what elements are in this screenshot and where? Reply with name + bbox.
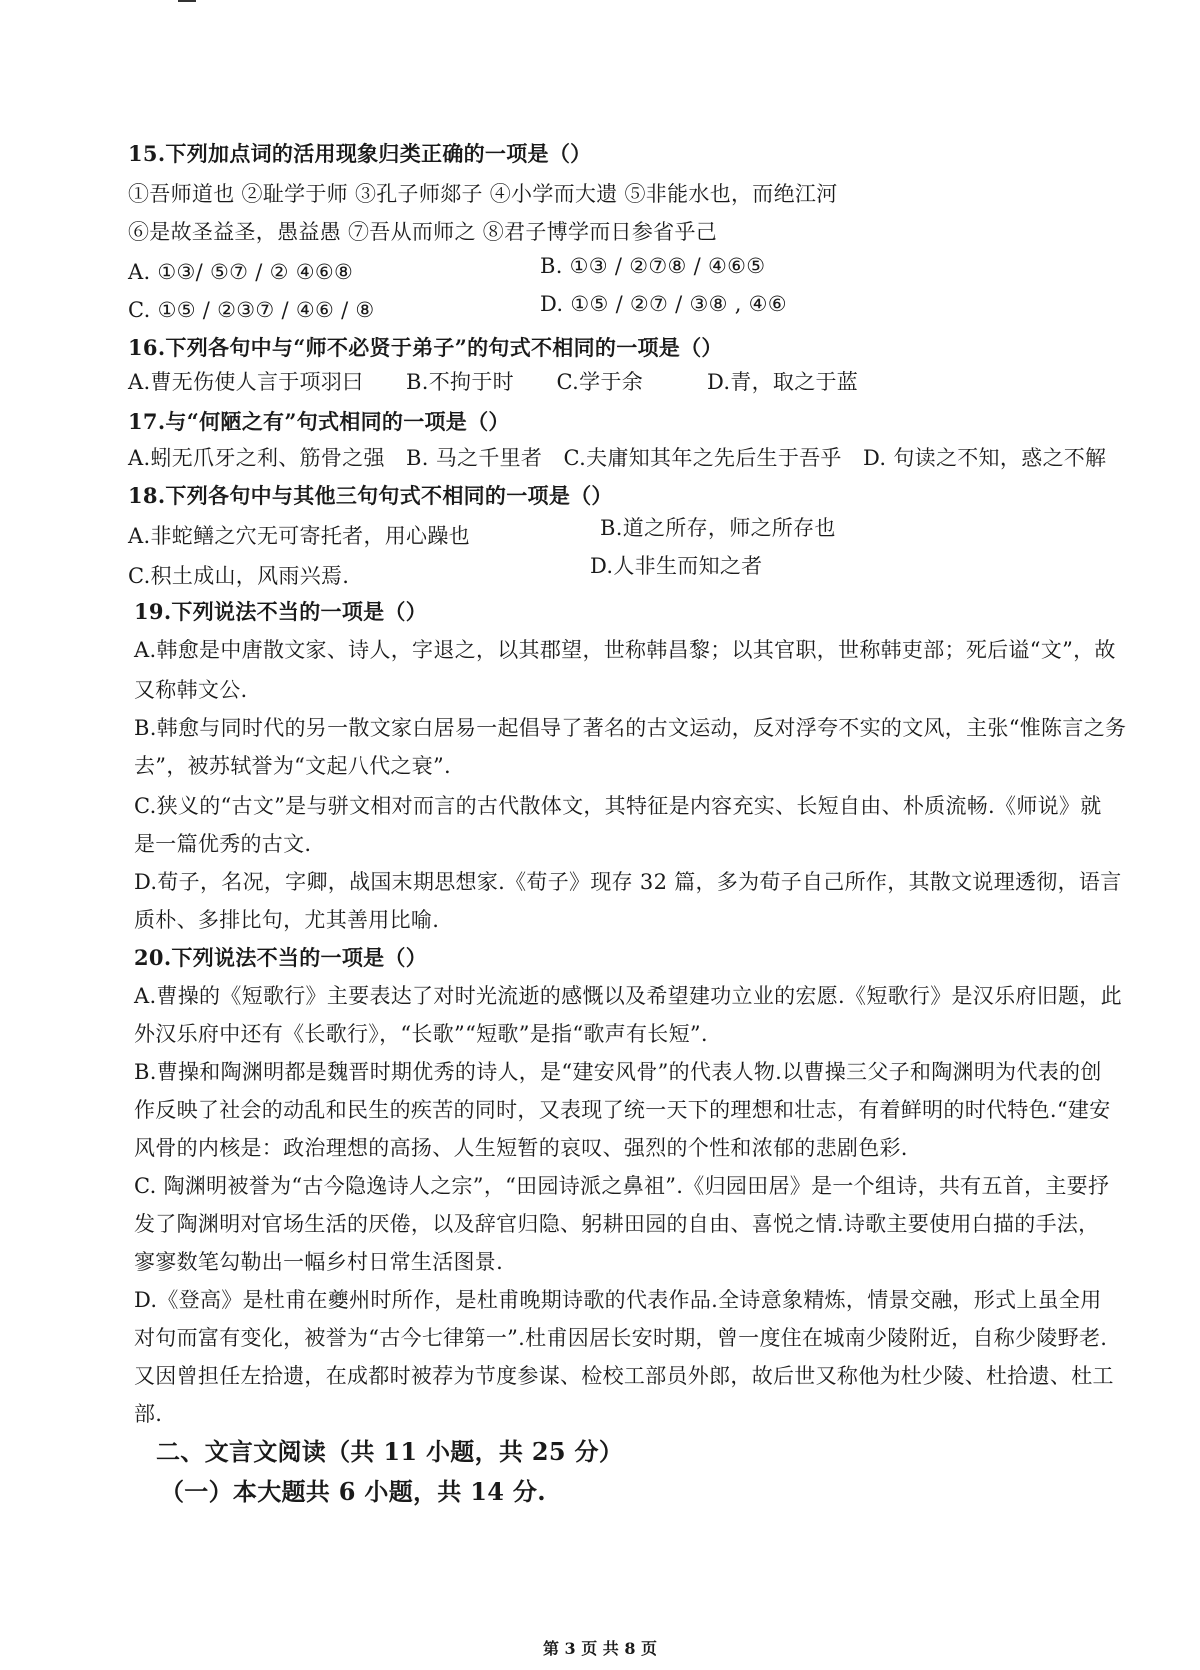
q17-stem: 17.与“何陋之有”句式相同的一项是（） <box>128 409 510 434</box>
q20-option-d-line4: 部. <box>134 1402 163 1426</box>
q17-options: A.蚓无爪牙之利、筋骨之强 B. 马之千里者 C.夫庸知其年之先后生于吾乎 D. 句读之不知，惑之不解 <box>128 446 1107 470</box>
q18-option-b: B.道之所存，师之所存也 <box>600 516 836 540</box>
section-subtitle: （一）本大题共 6 小题，共 14 分. <box>160 1477 546 1506</box>
q15-option-d: D. ①⑤ / ②⑦ / ③⑧ , ④⑥ <box>540 292 787 316</box>
q20-stem: 20.下列说法不当的一项是（） <box>134 945 428 970</box>
q16-stem: 16.下列各句中与“师不必贤于弟子”的句式不相同的一项是（） <box>128 335 723 360</box>
q19-option-a-line2: 又称韩文公. <box>134 678 248 702</box>
q15-stem: 15.下列加点词的活用现象归类正确的一项是（） <box>128 141 592 166</box>
q15-option-a: A. ①③/ ⑤⑦ / ② ④⑥⑧ <box>128 260 354 284</box>
q20-option-c-line2: 发了陶渊明对官场生活的厌倦，以及辞官归隐、躬耕田园的自由、喜悦之情.诗歌主要使用白描的手法， <box>134 1212 1100 1236</box>
q18-option-c: C.积土成山，风雨兴焉. <box>128 564 350 588</box>
q18-stem: 18.下列各句中与其他三句句式不相同的一项是（） <box>128 483 613 508</box>
q20-option-b-line2: 作反映了社会的动乱和民生的疾苦的同时，又表现了统一天下的理想和壮志，有着鲜明的时代特色.“建安 <box>134 1098 1111 1122</box>
q18-option-d: D.人非生而知之者 <box>590 554 763 578</box>
page-number: 第 3 页 共 8 页 <box>542 1639 658 1658</box>
q19-option-c-line2: 是一篇优秀的古文. <box>134 832 312 856</box>
q15-option-b: B. ①③ / ②⑦⑧ / ④⑥⑤ <box>540 254 766 278</box>
q15-option-c: C. ①⑤ / ②③⑦ / ④⑥ / ⑧ <box>128 298 375 322</box>
q20-option-c-line3: 寥寥数笔勾勒出一幅乡村日常生活图景. <box>134 1250 504 1274</box>
q20-option-b-line1: B.曹操和陶渊明都是魏晋时期优秀的诗人，是“建安风骨”的代表人物.以曹操三父子和陶渊明为代表的创 <box>134 1060 1102 1084</box>
q20-option-d-line2: 对句而富有变化，被誉为“古今七律第一”.杜甫因居长安时期，曾一度住在城南少陵附近，自称少陵野老. <box>134 1326 1108 1350</box>
q19-option-b-line2: 去”，被苏轼誉为“文起八代之衰”. <box>134 754 451 778</box>
q20-option-a-line1: A.曹操的《短歌行》主要表达了对时光流逝的感慨以及希望建功立业的宏愿.《短歌行》是汉乐府旧题，此 <box>134 984 1122 1008</box>
q15-items-line2: ⑥是故圣益圣，愚益愚 ⑦吾从而师之 ⑧君子博学而日参省乎己 <box>128 220 718 244</box>
q19-option-b-line1: B.韩愈与同时代的另一散文家白居易一起倡导了著名的古文运动，反对浮夸不实的文风，主张“惟陈言之务 <box>134 716 1127 740</box>
scan-mark <box>178 0 196 2</box>
section-title: 二、文言文阅读（共 11 小题，共 25 分） <box>156 1437 624 1466</box>
q19-option-d-line2: 质朴、多排比句，尤其善用比喻. <box>134 908 440 932</box>
q19-stem: 19.下列说法不当的一项是（） <box>134 599 428 624</box>
q18-option-a: A.非蛇鳝之穴无可寄托者，用心躁也 <box>128 524 470 548</box>
q15-items-line1: ①吾师道也 ②耻学于师 ③孔子师郯子 ④小学而大遗 ⑤非能水也，而绝江河 <box>128 182 838 206</box>
q16-options: A.曹无伤使人言于项羽曰 B.不拘于时 C.学于余 D.青，取之于蓝 <box>128 370 859 394</box>
q19-option-c-line1: C.狭义的“古文”是与骈文相对而言的古代散体文，其特征是内容充实、长短自由、朴质流畅.《师说》就 <box>134 794 1102 818</box>
q19-option-a-line1: A.韩愈是中唐散文家、诗人，字退之，以其郡望，世称韩昌黎；以其官职，世称韩吏部；死后谥“文”，故 <box>134 638 1116 662</box>
q19-option-d-line1: D.荀子，名况，字卿，战国末期思想家.《荀子》现存 32 篇，多为荀子自己所作，其散文说理透彻，语言 <box>134 870 1122 894</box>
q20-option-a-line2: 外汉乐府中还有《长歌行》，“长歌”“短歌”是指“歌声有长短”. <box>134 1022 708 1046</box>
q20-option-d-line3: 又因曾担任左拾遗，在成都时被荐为节度参谋、检校工部员外郎，故后世又称他为杜少陵、杜拾遗、杜工 <box>134 1364 1114 1388</box>
q20-option-d-line1: D.《登高》是杜甫在夔州时所作，是杜甫晚期诗歌的代表作品.全诗意象精炼，情景交融，形式上虽全用 <box>134 1288 1102 1312</box>
q20-option-b-line3: 风骨的内核是：政治理想的高扬、人生短暂的哀叹、强烈的个性和浓郁的悲剧色彩. <box>134 1136 908 1160</box>
q20-option-c-line1: C. 陶渊明被誉为“古今隐逸诗人之宗”，“田园诗派之鼻祖”.《归园田居》是一个组诗，共有五首，主要抒 <box>134 1174 1110 1198</box>
